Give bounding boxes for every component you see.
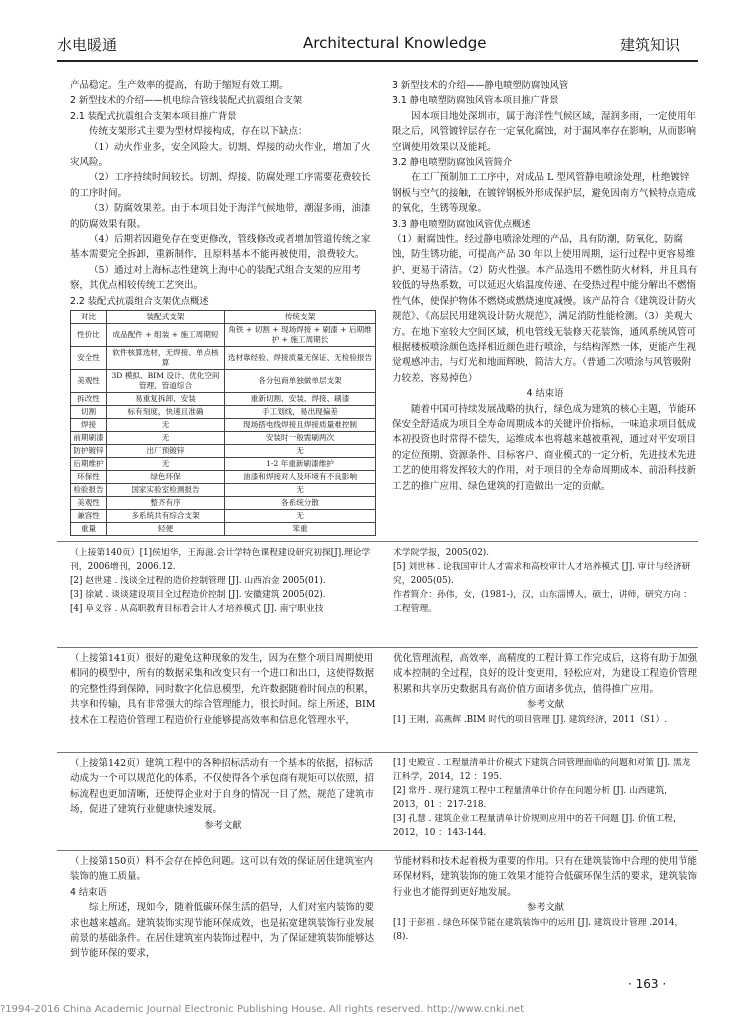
table-cell: 无 [107,432,225,445]
table-cell: 整齐有序 [107,497,225,510]
paragraph: 产品稳定。生产效率的提高，有助于缩短有效工期。 [70,80,289,91]
section-heading: 3.3 静电喷塑防腐蚀风管优点概述 [392,218,531,230]
table-cell: 兼容性 [71,510,107,523]
section-heading: 4 结束语 [70,886,107,898]
left-column [70,78,376,536]
block-150-right [393,854,698,944]
text-line: （上接第140页）[1]侯旭华，王海滋.会计学特色课程建设研究初探[J].理论学刊，2006增刊，2006.12. [70,548,371,572]
table-cell: 前期刷漆 [71,432,107,445]
table-cell: 油漆和焊接对人及环境有不良影响 [225,471,376,484]
table-cell: 各分包商单独做单层支架 [225,370,376,393]
table-cell: 笨重 [225,523,376,536]
table-cell: 美观性 [71,497,107,510]
table-row [71,458,376,471]
paragraph: （2）工序持续时间较长。切割、焊接、防腐处理工序需要花费较长的工序时间。 [70,172,371,199]
text-line: 术学院学报，2005(02). [393,548,490,558]
table-row [71,471,376,484]
reference-item: [3] 孔慧 . 建筑企业工程量清单计价规则应用中的若干问题 [J]. 价值工程，2012，10 ：143-144. [393,814,682,838]
paragraph: 随着中国可持续发展战略的执行，绿色成为建筑的核心主题，节能环保安全舒适成为项目全寿命周期成本的关键评价指标，一味追求项目低成本初投资也时常得不偿失，运维成本也将越来越被重视，通过对平安项目的定位预期、资源条件、目标客户、商业模式的一定分析，先进技术先进工艺的使用将发挥较大的作用，对于项目的全寿命周期成本、前沿科技新工艺的推广应用、绿色建筑的打造做出一定的贡献。 [392,403,697,492]
reference-item: [1] 于彭祖 . 绿色环保节能在建筑装饰中的运用 [J]. 建筑设计管理 .2014，(8). [393,917,684,942]
paragraph: 综上所述，现如今，随着低碳环保生活的倡导，人们对室内装饰的要求也越来越高。建筑装饰实现节能环保成效，也是拓宽建筑装饰行业发展前景的基础条件。在居住建筑室内装饰过程中，为了保证建筑装饰能够达到节能环保的要求， [70,902,375,960]
table-cell: 安装时一般需刷两次 [225,432,376,445]
table-row [71,419,376,432]
separator [57,647,698,648]
table-cell: 手工划线，易出现偏差 [225,406,376,419]
paragraph: （上接第141页）很好的避免这种现象的发生，因为在整个项目周期使用相同的模型中，所有的数据采集和改变只有一个进口和出口，这使得数据的完整性得到保障，同时数字化信息模型，允许数据随着时间点的积累，共享和传输，具有非常强大的综合管理能力，很长时间。综上所述，BIM 技术在工程造价管理工程造价行业能够提高效率和信息化管理水平， [70,653,376,726]
header-right: 建筑知识 [620,36,681,54]
table-cell: 拆改性 [71,393,107,406]
reference-item: [2] 常丹 . 现行建筑工程中工程量清单计价存在问题分析 [J]. 山西建筑，2013，01 ：217-218. [393,786,673,810]
paragraph: （上接第150页）料不会存在掉色问题。这可以有效的保证居住建筑室内装饰的施工质量。 [70,856,374,883]
reference-item: [1] 王刚，高燕辉 .BIM 时代的项目管理 [J]. 建筑经济，2011（S1）. [393,714,668,725]
table-cell: 1-2 年重新刷漆维护 [225,458,376,471]
table-cell: 检验报告 [71,484,107,497]
paragraph: 传统支架形式主要为型材焊接构成，存在以下缺点： [89,126,308,138]
paragraph: 优化管理流程，高效率，高精度的工程计算工作完成后，这将有助于加强成本控制的全过程，良好的设计变更用，轻松应对，为建设工程造价管理积累和共享历史数据具有高价值方面诸多优点，值得推广应用。 [393,653,698,695]
comparison-table [70,310,376,536]
page-number: · 163 · [628,977,667,991]
table-cell: 无 [107,419,225,432]
section-heading: 3.1 静电喷塑防腐蚀风管本项目推广背景 [392,95,559,107]
table-cell: 绿色环保 [107,471,225,484]
table-row [71,445,376,458]
table-cell: 重量 [71,523,107,536]
table-cell: 美观性 [71,370,107,393]
block-140-left [70,546,380,616]
paragraph: （1）耐腐蚀性。经过静电喷涂处理的产品，具有防潮，防氧化，防腐蚀，防生锈功能，可提高产品 30 年以上使用周期，运行过程中更容易维护、更易于清洁。（2）防火性强。本产品选用不燃性防火材料，并且具有较低的导热系数，可以延迟火焰温度传递、在受热过程中能分解出不燃惰性气体，使保护物体不燃烧或燃烧速度减慢。该产品符合《建筑设计防火规范》、《高层民用建筑设计防火规范》，满足消防性能检测。（3）美观大方。在地下室较大空间区域，机电管线无装修天花装饰，通风系统风管可根据楼板喷涂颜色选择相近颜色进行喷涂，与结构浑然一体，更能产生视觉观感冲击，与灯光和地面辉映，简洁大方。（普通二次喷涂与风管吸附力较差，容易掉色） [392,234,698,384]
page-header [0,0,755,62]
section-heading: 2.2 装配式抗震组合支架优点概述 [70,295,209,307]
table-row [71,347,376,370]
text-line: [4] 阜义容 . 从高职教育目标看会计人才培养模式 [J]. 南宁职业技 [70,604,324,614]
section-heading: 2 新型技术的介绍——机电综合管线装配式抗震组合支架 [70,95,302,107]
paragraph: （上接第142页）建筑工程中的各种招标活动有一个基本的依据，招标活动成为一个可以规范化的体系，不仅使得各个承包商有规矩可以依照，招标流程也更加清晰，还使得企业对于自身的情况一目了然，规范了建筑市场，促进了建筑行业健康快速发展。 [70,758,375,816]
section-heading: 3 新型技术的介绍——静电喷塑防腐蚀风管 [392,80,569,91]
paragraph: （5）通过对上海标志性建筑上海中心的装配式组合支架的应用考察，其优点相较传统工艺突出。 [70,264,362,292]
table-cell: 角铁 + 切割 + 现场焊接 + 刷漆 + 后期维护 + 施工周期长 [225,324,376,347]
table-cell: 各系统分散 [225,497,376,510]
table-header-cell: 传统支架 [225,311,376,324]
paragraph: （4）后期若因避免存在变更修改，管线修改或者增加管道传统之家基本需要完全拆卸，重新制作，且原料基本不能再被使用，浪费较大。 [70,234,371,261]
table-cell: 后期维护 [71,458,107,471]
table-cell: 国家实验室检测报告 [107,484,225,497]
table-cell: 防护镀锌 [71,445,107,458]
text-line: [3] 徐斌 . 谈谈建设项目全过程造价控制 [J]. 安徽建筑 2005(02). [70,590,326,600]
block-140-right [393,546,698,616]
table-row [71,510,376,523]
table-row [71,393,376,406]
table-cell: 现场搭电线焊接且焊接质量难控制 [225,419,376,432]
paragraph: 在工厂预制加工工序中，对成品 L 型风管静电喷涂处理，杜绝镀锌钢板与空气的接触，在镀锌钢板外形成保护层，避免因南方气候特点造成的氧化，生锈等现象。 [392,172,697,215]
table-cell: 性价比 [71,324,107,347]
separator [57,541,698,542]
table-cell: 易重复拆卸、安装 [107,393,225,406]
table-cell: 出厂预镀锌 [107,445,225,458]
table-row [71,484,376,497]
header-rule [57,60,698,62]
section-heading: 4 结束语 [526,388,564,400]
table-header-row [71,311,376,324]
table-row [71,432,376,445]
separator [57,752,698,753]
references-title: 参考文献 [526,699,565,711]
table-cell: 安全性 [71,347,107,370]
right-column [392,78,698,494]
table-cell: 软件核算选材，无焊接、单点核算 [107,347,225,370]
table-cell: 选材靠经验、焊接质量无保证、无检验报告 [225,347,376,370]
block-141-left [70,651,376,728]
text-line: [5] 刘世林 . 论我国审计人才需求和高校审计人才培养模式 [J]. 审计与经济研究，2005(05). [393,562,691,586]
block-150-left [70,854,376,962]
table-cell: 焊接 [71,419,107,432]
block-142-right [393,756,698,840]
paragraph: （1）动火作业多，安全风险大。切割、焊接的动火作业，增加了火灾风险。 [70,141,371,169]
paragraph: 因本项目地处深圳市，属于海洋性气候区域，湿润多雨，一定使用年限之后，风管镀锌层存在一定氧化腐蚀，对于漏风率存在影响，从而影响空调使用效果以及能耗。 [392,110,697,153]
table-cell: 无 [225,445,376,458]
header-left: 水电暖通 [57,36,118,54]
table-row [71,406,376,419]
block-142-left [70,756,376,833]
paragraph: 节能材料和技术起着极为重要的作用。只有在建筑装饰中合理的使用节能环保材料，建筑装饰的施工效果才能符合低碳环保生活的要求，建筑装饰行业也才能得到更好地发展。 [393,856,698,898]
table-row [71,324,376,347]
table-cell: 成品配件 + 组装 + 施工周期短 [107,324,225,347]
table-row [71,370,376,393]
table-row [71,523,376,536]
table-row [71,497,376,510]
section-heading: 2.1 装配式抗震组合支架本项目推广背景 [70,110,237,122]
copyright-footer: ?1994-2016 China Academic Journal Electronic Publishing House. All rights reserved. http://www.cnki.net [0,1004,525,1015]
table-cell: 环保性 [71,471,107,484]
block-141-right [393,651,698,727]
section-heading: 3.2 静电喷塑防腐蚀风管简介 [392,157,513,169]
header-center: Architectural Knowledge [303,34,487,52]
table-cell: 标有刻度，快速且准确 [107,406,225,419]
references-title: 参考文献 [204,819,242,831]
table-cell: 切割 [71,406,107,419]
table-cell: 无 [225,510,376,523]
table-cell: 多系统共有综合支架 [107,510,225,523]
references-title: 参考文献 [526,902,565,914]
table-cell: 无 [107,458,225,471]
table-header-cell: 对比 [71,311,107,324]
table-cell: 3D 模拟、BIM 设计、优化空间管理、管道综合 [107,370,225,393]
table-cell: 重新切割、安装、焊接、刷漆 [225,393,376,406]
table-cell: 无 [225,484,376,497]
reference-item: [1] 史殿宣 . 工程量清单计价模式下建筑合同管理面临的问题和对策 [J]. 黑龙江科学，2014，12 ：195. [393,758,691,782]
table-cell: 轻便 [107,523,225,536]
separator [57,850,698,851]
table-header-cell: 装配式支架 [107,311,225,324]
text-line: [2] 赵世建 . 浅谈全过程的造价控制管理 [J]. 山西冶金 2005(01). [70,576,326,586]
text-line: 作者简介：孙伟，女，(1981-)，汉，山东淄博人，硕士，讲师，研究方向 ：工程管理。 [393,590,692,614]
paragraph: （3）防腐效果差。由于本项目处于海洋气候地带，潮湿多雨，油漆的防腐效果有限。 [70,203,371,230]
